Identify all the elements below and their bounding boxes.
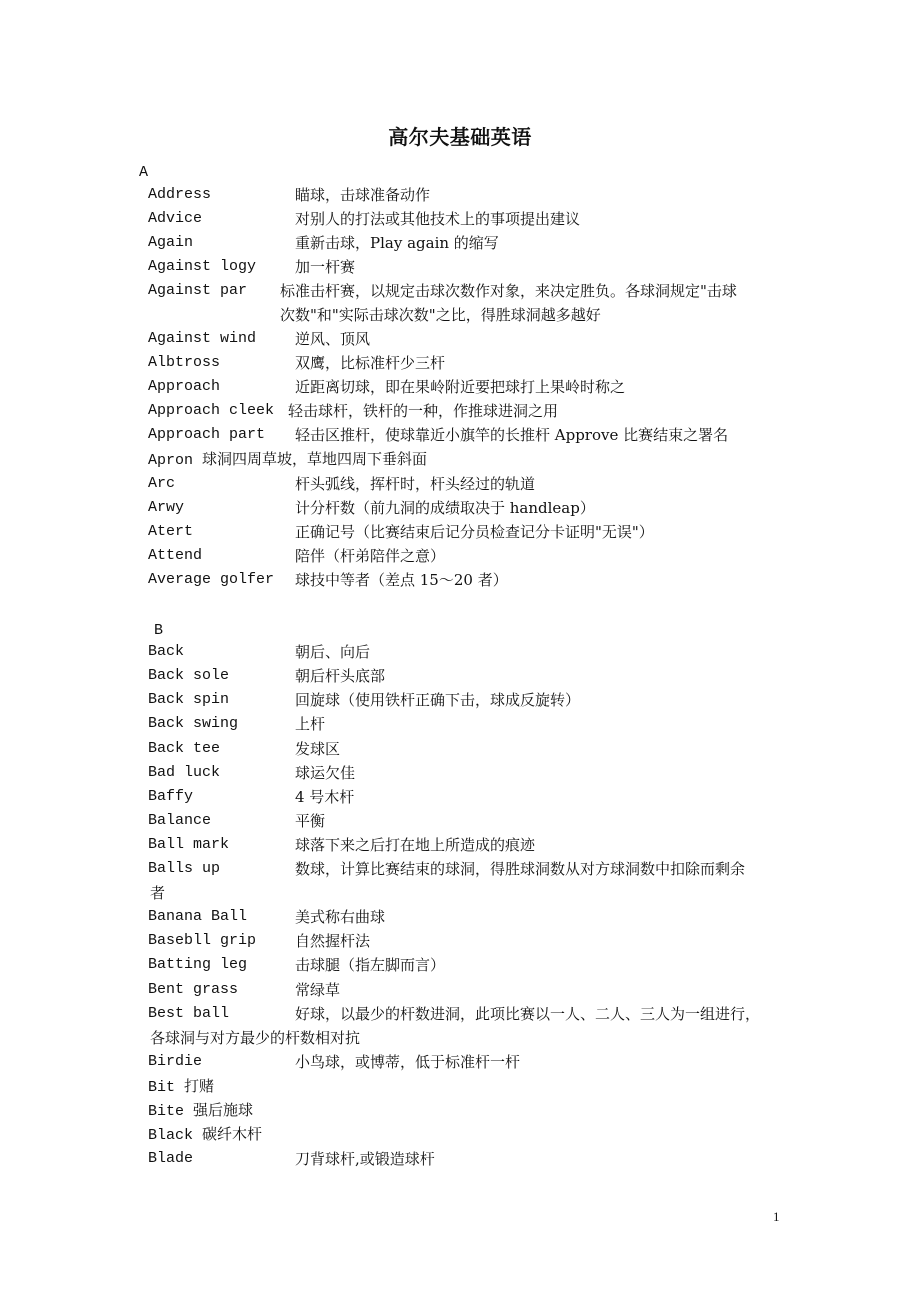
glossary-term: Back spin xyxy=(148,691,230,708)
glossary-definition: 美式称右曲球 xyxy=(295,908,386,926)
glossary-term: Back xyxy=(148,643,185,660)
glossary-definition-continuation: 者 xyxy=(150,884,166,902)
glossary-term: Arwy xyxy=(148,499,185,516)
glossary-term: Best ball xyxy=(148,1005,230,1022)
glossary-term: Blade xyxy=(148,1150,194,1167)
page-title: 高尔夫基础英语 xyxy=(388,125,532,149)
glossary-definition: 加一杆赛 xyxy=(295,258,356,276)
glossary-term: Against wind xyxy=(148,330,257,347)
glossary-definition: 球技中等者（差点 15～20 者） xyxy=(295,571,508,589)
glossary-definition: 朝后杆头底部 xyxy=(295,667,386,685)
glossary-definition: 朝后、向后 xyxy=(295,643,371,661)
glossary-definition: 平衡 xyxy=(295,812,326,830)
glossary-definition: 正确记号（比赛结束后记分员检查记分卡证明"无误"） xyxy=(295,523,654,541)
glossary-term: Balls up xyxy=(148,860,221,877)
glossary-term: Again xyxy=(148,234,194,251)
glossary-term: Back sole xyxy=(148,667,230,684)
glossary-definition: 球运欠佳 xyxy=(295,764,356,782)
glossary-definition: 计分杆数（前九洞的成绩取决于 handleap） xyxy=(295,499,595,517)
glossary-term: Attend xyxy=(148,547,203,564)
glossary-definition: 瞄球，击球准备动作 xyxy=(295,186,431,204)
glossary-term: Against logy xyxy=(148,258,257,275)
glossary-definition: 击球腿（指左脚而言） xyxy=(295,956,446,974)
glossary-definition: 轻击球杆，铁杆的一种，作推球进洞之用 xyxy=(288,402,559,420)
glossary-term: Banana Ball xyxy=(148,908,248,925)
glossary-definition: 小鸟球，或博蒂，低于标准杆一杆 xyxy=(295,1053,521,1071)
glossary-term: Against par xyxy=(148,282,248,299)
glossary-term: Balance xyxy=(148,812,212,829)
glossary-entry-inline: Bit 打赌 xyxy=(148,1077,215,1096)
glossary-definition-continuation: 次数"和"实际击球次数"之比，得胜球洞越多越好 xyxy=(280,306,601,324)
glossary-term: Ball mark xyxy=(148,836,230,853)
glossary-definition: 上杆 xyxy=(295,715,326,733)
glossary-definition: 轻击区推杆，使球靠近小旗竿的长推杆 Approve 比赛结束之署名 xyxy=(295,426,729,444)
glossary-term: Atert xyxy=(148,523,194,540)
glossary-term: Basebll grip xyxy=(148,932,257,949)
glossary-term: Bent grass xyxy=(148,981,239,998)
glossary-definition: 双鹰，比标准杆少三杆 xyxy=(295,354,446,372)
glossary-term: Back tee xyxy=(148,740,221,757)
glossary-definition: 好球，以最少的杆数进洞，此项比赛以一人、二人、三人为一组进行， xyxy=(295,1005,761,1023)
glossary-definition: 标准击杆赛，以规定击球次数作对象，来决定胜负。各球洞规定"击球 xyxy=(280,282,737,300)
glossary-definition: 回旋球（使用铁杆正确下击，球成反旋转） xyxy=(295,691,581,709)
glossary-definition: 4 号木杆 xyxy=(295,788,355,806)
glossary-term: Batting leg xyxy=(148,956,248,973)
glossary-definition-continuation: 各球洞与对方最少的杆数相对抗 xyxy=(150,1029,361,1047)
glossary-term: Albtross xyxy=(148,354,221,371)
glossary-entry-inline: Bite 强后施球 xyxy=(148,1101,254,1120)
glossary-definition: 常绿草 xyxy=(295,981,341,999)
glossary-definition: 发球区 xyxy=(295,740,341,758)
glossary-term: Baffy xyxy=(148,788,194,805)
glossary-term: Average golfer xyxy=(148,571,275,588)
glossary-entry-inline: Apron 球洞四周草坡，草地四周下垂斜面 xyxy=(148,450,428,469)
section-heading-b: B xyxy=(154,622,164,639)
glossary-definition: 陪伴（杆弟陪伴之意） xyxy=(295,547,446,565)
glossary-term: Approach cleek xyxy=(148,402,275,419)
glossary-definition: 逆风、顶风 xyxy=(295,330,371,348)
glossary-definition: 近距离切球，即在果岭附近要把球打上果岭时称之 xyxy=(295,378,626,396)
glossary-entry-inline: Black 碳纤木杆 xyxy=(148,1125,263,1144)
glossary-definition: 自然握杆法 xyxy=(295,932,371,950)
glossary-definition: 杆头弧线，挥杆时，杆头经过的轨道 xyxy=(295,475,536,493)
glossary-term: Advice xyxy=(148,210,203,227)
glossary-term: Birdie xyxy=(148,1053,203,1070)
glossary-term: Back swing xyxy=(148,715,239,732)
glossary-definition: 数球，计算比赛结束的球洞，得胜球洞数从对方球洞数中扣除而剩余 xyxy=(295,860,746,878)
glossary-definition: 刀背球杆,或锻造球杆 xyxy=(295,1150,435,1168)
glossary-term: Arc xyxy=(148,475,176,492)
section-heading-a: A xyxy=(139,164,149,181)
glossary-term: Bad luck xyxy=(148,764,221,781)
glossary-term: Approach xyxy=(148,378,221,395)
glossary-term: Address xyxy=(148,186,212,203)
glossary-definition: 对别人的打法或其他技术上的事项提出建议 xyxy=(295,210,581,228)
glossary-definition: 重新击球，Play again 的缩写 xyxy=(295,234,499,252)
page-number: 1 xyxy=(773,1209,780,1224)
glossary-definition: 球落下来之后打在地上所造成的痕迹 xyxy=(295,836,536,854)
glossary-term: Approach part xyxy=(148,426,266,443)
